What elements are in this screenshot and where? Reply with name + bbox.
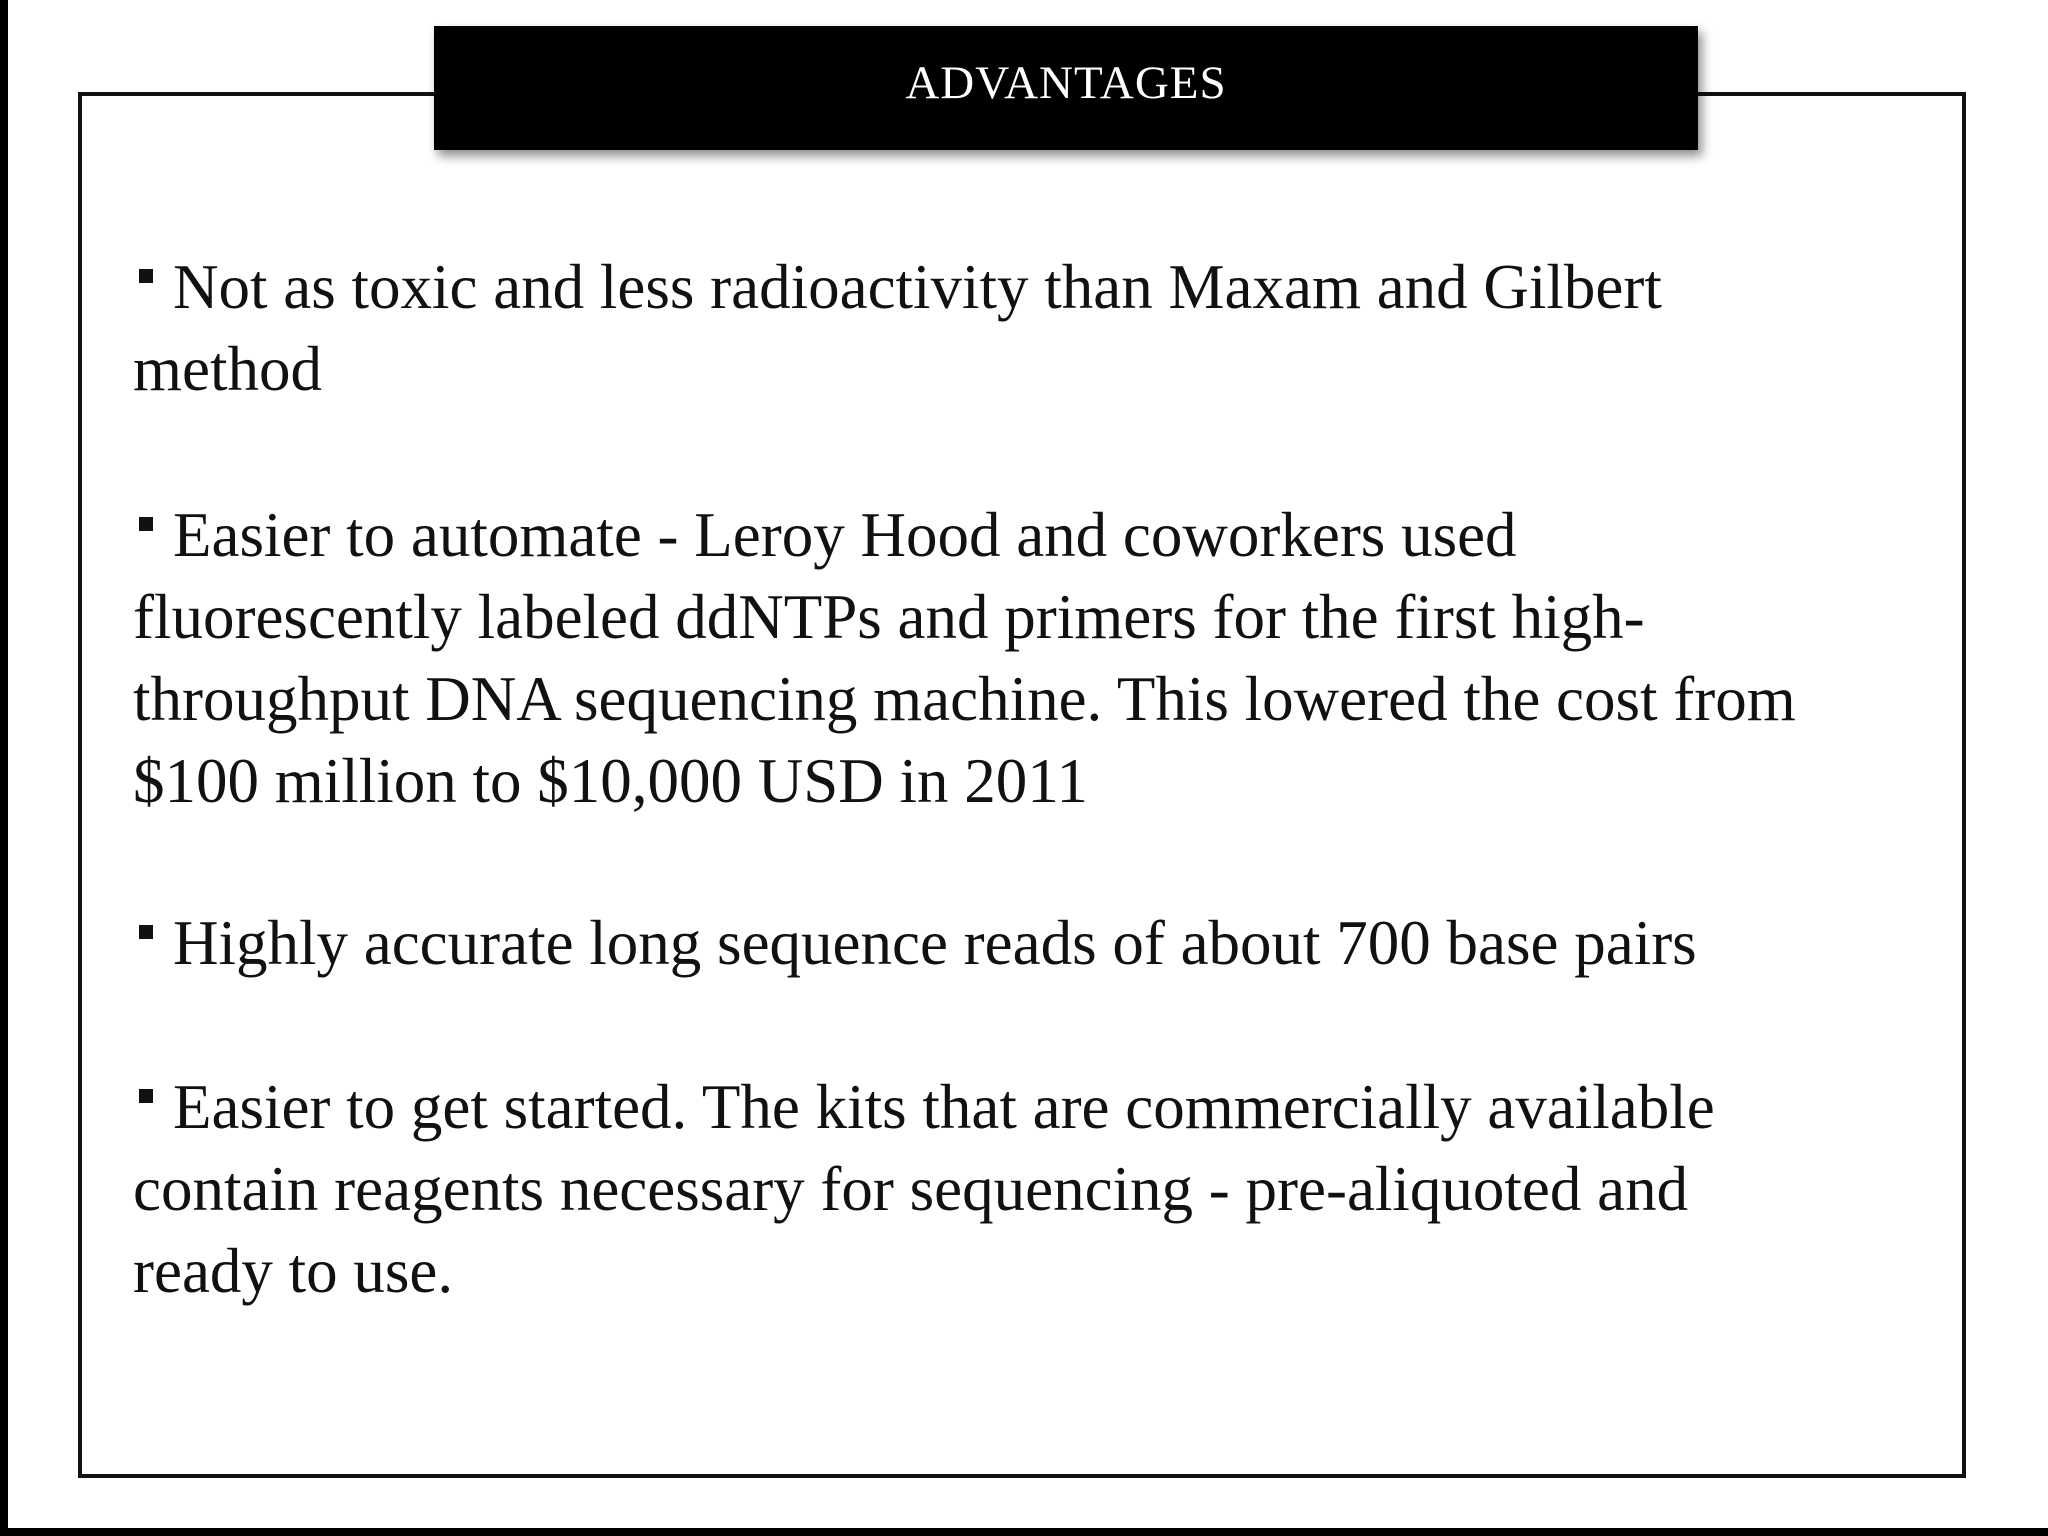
square-bullet-icon: [139, 1089, 153, 1103]
bottom-edge-border: [0, 1528, 2048, 1536]
bullet-text: Easier to automate - Leroy Hood and coworkers used: [173, 500, 1517, 570]
bullet-text: Highly accurate long sequence reads of about 700 base pairs: [173, 908, 1697, 978]
bullet-line: [133, 246, 1933, 328]
bullet-line: [133, 1066, 1933, 1148]
bullet-line: contain reagents necessary for sequencing - pre-aliquoted and: [133, 1154, 1689, 1224]
bullet-item: [133, 1066, 1933, 1312]
bullet-line: fluorescently labeled ddNTPs and primers for the first high-: [133, 582, 1645, 652]
square-bullet-icon: [139, 269, 153, 283]
left-edge-border: [0, 0, 8, 1536]
bullet-line: $100 million to $10,000 USD in 2011: [133, 746, 1088, 816]
bullet-item: [133, 246, 1933, 410]
bullet-line: [133, 494, 1933, 576]
bullet-line: throughput DNA sequencing machine. This lowered the cost from: [133, 664, 1796, 734]
bullet-text: Easier to get started. The kits that are commercially available: [173, 1072, 1715, 1142]
bullet-line: ready to use.: [133, 1236, 454, 1306]
bullet-line: method: [133, 334, 322, 404]
slide-title: ADVANTAGES: [905, 57, 1227, 109]
bullet-line: [133, 902, 1933, 984]
bullet-text: Not as toxic and less radioactivity than Maxam and Gilbert: [173, 252, 1662, 322]
bullet-item: [133, 902, 1933, 984]
title-banner: [434, 26, 1698, 150]
square-bullet-icon: [139, 925, 153, 939]
bullet-item: [133, 494, 1933, 822]
square-bullet-icon: [139, 517, 153, 531]
